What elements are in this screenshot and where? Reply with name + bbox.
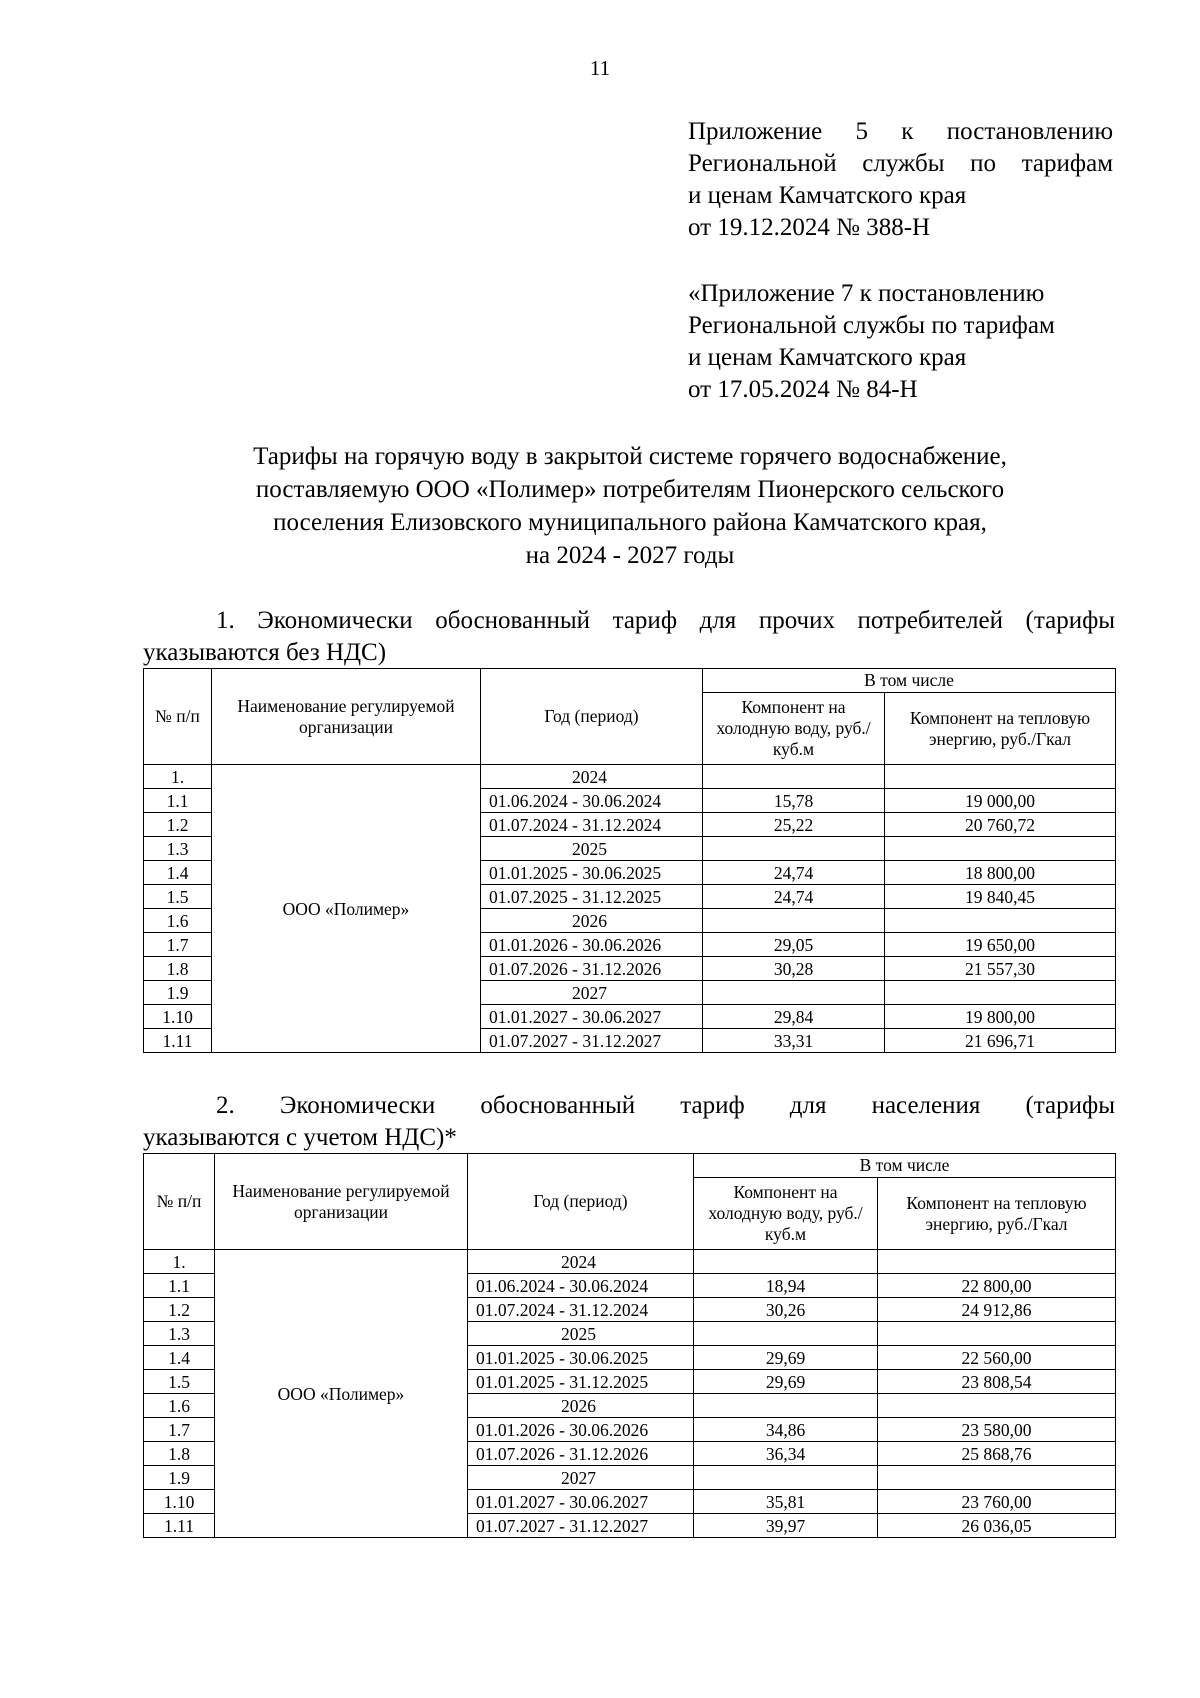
cold-water-value xyxy=(694,1394,878,1418)
appendix-previous-line2: Региональной службы по тарифам xyxy=(688,312,1055,339)
header-organization: Наименование регулируемой организации xyxy=(212,669,481,765)
cold-water-value xyxy=(694,1250,878,1274)
period-year: 2024 xyxy=(468,1250,694,1274)
heat-energy-value: 23 580,00 xyxy=(878,1418,1116,1442)
word: потребителей xyxy=(857,607,1003,634)
heat-energy-value: 23 760,00 xyxy=(878,1490,1116,1514)
title-line1: Тарифы на горячую воду в закрытой системе горячего водоснабжение, xyxy=(253,443,1007,470)
cold-water-value: 24,74 xyxy=(703,861,885,885)
cold-water-value xyxy=(694,1322,878,1346)
cold-water-value xyxy=(703,981,885,1005)
cold-water-value xyxy=(703,765,885,789)
section1-heading xyxy=(143,605,1115,669)
period-range: 01.07.2024 - 31.12.2024 xyxy=(468,1298,694,1322)
period-range: 01.07.2026 - 31.12.2026 xyxy=(468,1442,694,1466)
period-range: 01.01.2025 - 31.12.2025 xyxy=(468,1370,694,1394)
heat-energy-value: 22 560,00 xyxy=(878,1346,1116,1370)
header-heat-energy: Компонент на тепловую энергию, руб./Гкал xyxy=(885,693,1116,765)
word: постановлению xyxy=(946,118,1114,145)
row-number: 1. xyxy=(144,765,212,789)
document-title xyxy=(150,440,1110,572)
table-body xyxy=(144,765,1116,1053)
cold-water-value: 36,34 xyxy=(694,1442,878,1466)
heat-energy-value: 18 800,00 xyxy=(885,861,1116,885)
period-range: 01.01.2026 - 30.06.2026 xyxy=(468,1418,694,1442)
tariff-table-population xyxy=(143,1153,1116,1538)
cold-water-value: 25,22 xyxy=(703,813,885,837)
word: тарифам xyxy=(1021,150,1114,177)
heat-energy-value: 19 840,45 xyxy=(885,885,1116,909)
word: тариф xyxy=(612,607,678,634)
header-including: В том числе xyxy=(694,1154,1116,1178)
period-range: 01.07.2027 - 31.12.2027 xyxy=(481,1029,703,1053)
heat-energy-value: 20 760,72 xyxy=(885,813,1116,837)
word: для xyxy=(699,607,737,634)
organization-name: ООО «Полимер» xyxy=(212,765,481,1053)
row-number: 1.8 xyxy=(144,1442,215,1466)
header-cold-water: Компонент на холодную воду, руб./куб.м xyxy=(694,1178,878,1250)
row-number: 1.4 xyxy=(144,861,212,885)
heat-energy-value: 19 650,00 xyxy=(885,933,1116,957)
appendix-current-line3: и ценам Камчатского края xyxy=(688,182,967,209)
header-cold-water: Компонент на холодную воду, руб./куб.м xyxy=(703,693,885,765)
word: 5 xyxy=(855,118,868,145)
section1-heading-line1 xyxy=(143,605,1115,637)
period-range: 01.06.2024 - 30.06.2024 xyxy=(481,789,703,813)
appendix-current-line2 xyxy=(688,148,1113,180)
period-year: 2025 xyxy=(481,837,703,861)
period-year: 2024 xyxy=(481,765,703,789)
word: (тарифы xyxy=(1025,1092,1115,1119)
row-number: 1. xyxy=(144,1250,215,1274)
row-number: 1.5 xyxy=(144,1370,215,1394)
cold-water-value: 18,94 xyxy=(694,1274,878,1298)
appendix-previous-line3: и ценам Камчатского края xyxy=(688,344,967,371)
period-range: 01.07.2025 - 31.12.2025 xyxy=(481,885,703,909)
period-range: 01.01.2027 - 30.06.2027 xyxy=(468,1490,694,1514)
title-line4: на 2024 - 2027 годы xyxy=(525,542,735,569)
period-range: 01.01.2025 - 30.06.2025 xyxy=(468,1346,694,1370)
word: тариф xyxy=(680,1092,745,1119)
row-number: 1.1 xyxy=(144,789,212,813)
section2-heading-line2: указываются с учетом НДС)* xyxy=(143,1124,457,1151)
section2-heading xyxy=(143,1090,1115,1154)
header-heat-energy: Компонент на тепловую энергию, руб./Гкал xyxy=(878,1178,1116,1250)
table-body xyxy=(144,1250,1116,1538)
period-year: 2026 xyxy=(481,909,703,933)
heat-energy-value xyxy=(878,1322,1116,1346)
title-line3: поселения Елизовского муниципального района Камчатского края, xyxy=(273,509,987,536)
period-range: 01.07.2024 - 31.12.2024 xyxy=(481,813,703,837)
cold-water-value: 30,28 xyxy=(703,957,885,981)
heat-energy-value xyxy=(878,1466,1116,1490)
heat-energy-value: 21 696,71 xyxy=(885,1029,1116,1053)
row-number: 1.7 xyxy=(144,933,212,957)
word: к xyxy=(901,118,914,145)
title-line2: поставляемую ООО «Полимер» потребителям Пионерского сельского xyxy=(255,476,1005,503)
heat-energy-value xyxy=(885,981,1116,1005)
appendix-previous-line4: от 17.05.2024 № 84-Н xyxy=(688,376,918,403)
word: обоснованный xyxy=(435,607,591,634)
cold-water-value: 29,69 xyxy=(694,1346,878,1370)
row-number: 1.7 xyxy=(144,1418,215,1442)
row-number: 1.11 xyxy=(144,1029,212,1053)
cold-water-value: 29,05 xyxy=(703,933,885,957)
row-number: 1.3 xyxy=(144,837,212,861)
row-number: 1.5 xyxy=(144,885,212,909)
word: службы xyxy=(862,150,945,177)
cold-water-value xyxy=(703,837,885,861)
word: по xyxy=(970,150,997,177)
cold-water-value: 29,69 xyxy=(694,1370,878,1394)
period-range: 01.01.2027 - 30.06.2027 xyxy=(481,1005,703,1029)
header-organization: Наименование регулируемой организации xyxy=(215,1154,468,1250)
period-range: 01.01.2025 - 30.06.2025 xyxy=(481,861,703,885)
header-num: № п/п xyxy=(144,1154,215,1250)
heat-energy-value xyxy=(885,837,1116,861)
appendix-previous xyxy=(688,278,1113,406)
heat-energy-value: 19 800,00 xyxy=(885,1005,1116,1029)
period-range: 01.01.2026 - 30.06.2026 xyxy=(481,933,703,957)
heat-energy-value: 19 000,00 xyxy=(885,789,1116,813)
row-number: 1.10 xyxy=(144,1490,215,1514)
period-year: 2026 xyxy=(468,1394,694,1418)
row-number: 1.4 xyxy=(144,1346,215,1370)
period-year: 2025 xyxy=(468,1322,694,1346)
word: населения xyxy=(871,1092,981,1119)
row-number: 1.10 xyxy=(144,1005,212,1029)
period-year: 2027 xyxy=(468,1466,694,1490)
appendix-current-line4: от 19.12.2024 № 388-Н xyxy=(688,214,931,241)
word: Региональной xyxy=(688,150,837,177)
word: Приложение xyxy=(688,118,823,145)
heat-energy-value xyxy=(878,1250,1116,1274)
page-number: 11 xyxy=(589,56,611,80)
heat-energy-value: 22 800,00 xyxy=(878,1274,1116,1298)
period-year: 2027 xyxy=(481,981,703,1005)
word: (тарифы xyxy=(1025,607,1116,634)
heat-energy-value xyxy=(885,765,1116,789)
cold-water-value: 24,74 xyxy=(703,885,885,909)
cold-water-value: 35,81 xyxy=(694,1490,878,1514)
heat-energy-value: 25 868,76 xyxy=(878,1442,1116,1466)
heat-energy-value xyxy=(885,909,1116,933)
heat-energy-value xyxy=(878,1394,1116,1418)
table-row xyxy=(144,765,1116,789)
cold-water-value: 33,31 xyxy=(703,1029,885,1053)
header-num: № п/п xyxy=(144,669,212,765)
row-number: 1.11 xyxy=(144,1514,215,1538)
cold-water-value: 30,26 xyxy=(694,1298,878,1322)
cold-water-value: 15,78 xyxy=(703,789,885,813)
appendix-previous-line1: «Приложение 7 к постановлению xyxy=(688,280,1045,307)
cold-water-value: 34,86 xyxy=(694,1418,878,1442)
word: для xyxy=(789,1092,827,1119)
row-number: 1.3 xyxy=(144,1322,215,1346)
heat-energy-value: 21 557,30 xyxy=(885,957,1116,981)
section1-heading-line2: указываются без НДС) xyxy=(143,639,387,666)
heat-energy-value: 24 912,86 xyxy=(878,1298,1116,1322)
row-number: 1.9 xyxy=(144,981,212,1005)
word: 2. Экономически xyxy=(216,1092,436,1119)
header-period: Год (период) xyxy=(481,669,703,765)
heat-energy-value: 26 036,05 xyxy=(878,1514,1116,1538)
organization-name: ООО «Полимер» xyxy=(215,1250,468,1538)
cold-water-value xyxy=(694,1466,878,1490)
word: 1. Экономически xyxy=(216,607,413,634)
period-range: 01.06.2024 - 30.06.2024 xyxy=(468,1274,694,1298)
cold-water-value: 39,97 xyxy=(694,1514,878,1538)
header-period: Год (период) xyxy=(468,1154,694,1250)
word: обоснованный xyxy=(480,1092,636,1119)
cold-water-value: 29,84 xyxy=(703,1005,885,1029)
section2-heading-line1 xyxy=(143,1090,1115,1122)
cold-water-value xyxy=(703,909,885,933)
appendix-current-line1 xyxy=(688,116,1113,148)
tariff-table-other-consumers xyxy=(143,668,1116,1053)
header-including: В том числе xyxy=(703,669,1116,693)
row-number: 1.6 xyxy=(144,909,212,933)
row-number: 1.6 xyxy=(144,1394,215,1418)
period-range: 01.07.2027 - 31.12.2027 xyxy=(468,1514,694,1538)
row-number: 1.8 xyxy=(144,957,212,981)
table-row xyxy=(144,1250,1116,1274)
period-range: 01.07.2026 - 31.12.2026 xyxy=(481,957,703,981)
appendix-current xyxy=(688,116,1113,244)
row-number: 1.9 xyxy=(144,1466,215,1490)
heat-energy-value: 23 808,54 xyxy=(878,1370,1116,1394)
word: прочих xyxy=(758,607,835,634)
row-number: 1.2 xyxy=(144,813,212,837)
row-number: 1.1 xyxy=(144,1274,215,1298)
row-number: 1.2 xyxy=(144,1298,215,1322)
